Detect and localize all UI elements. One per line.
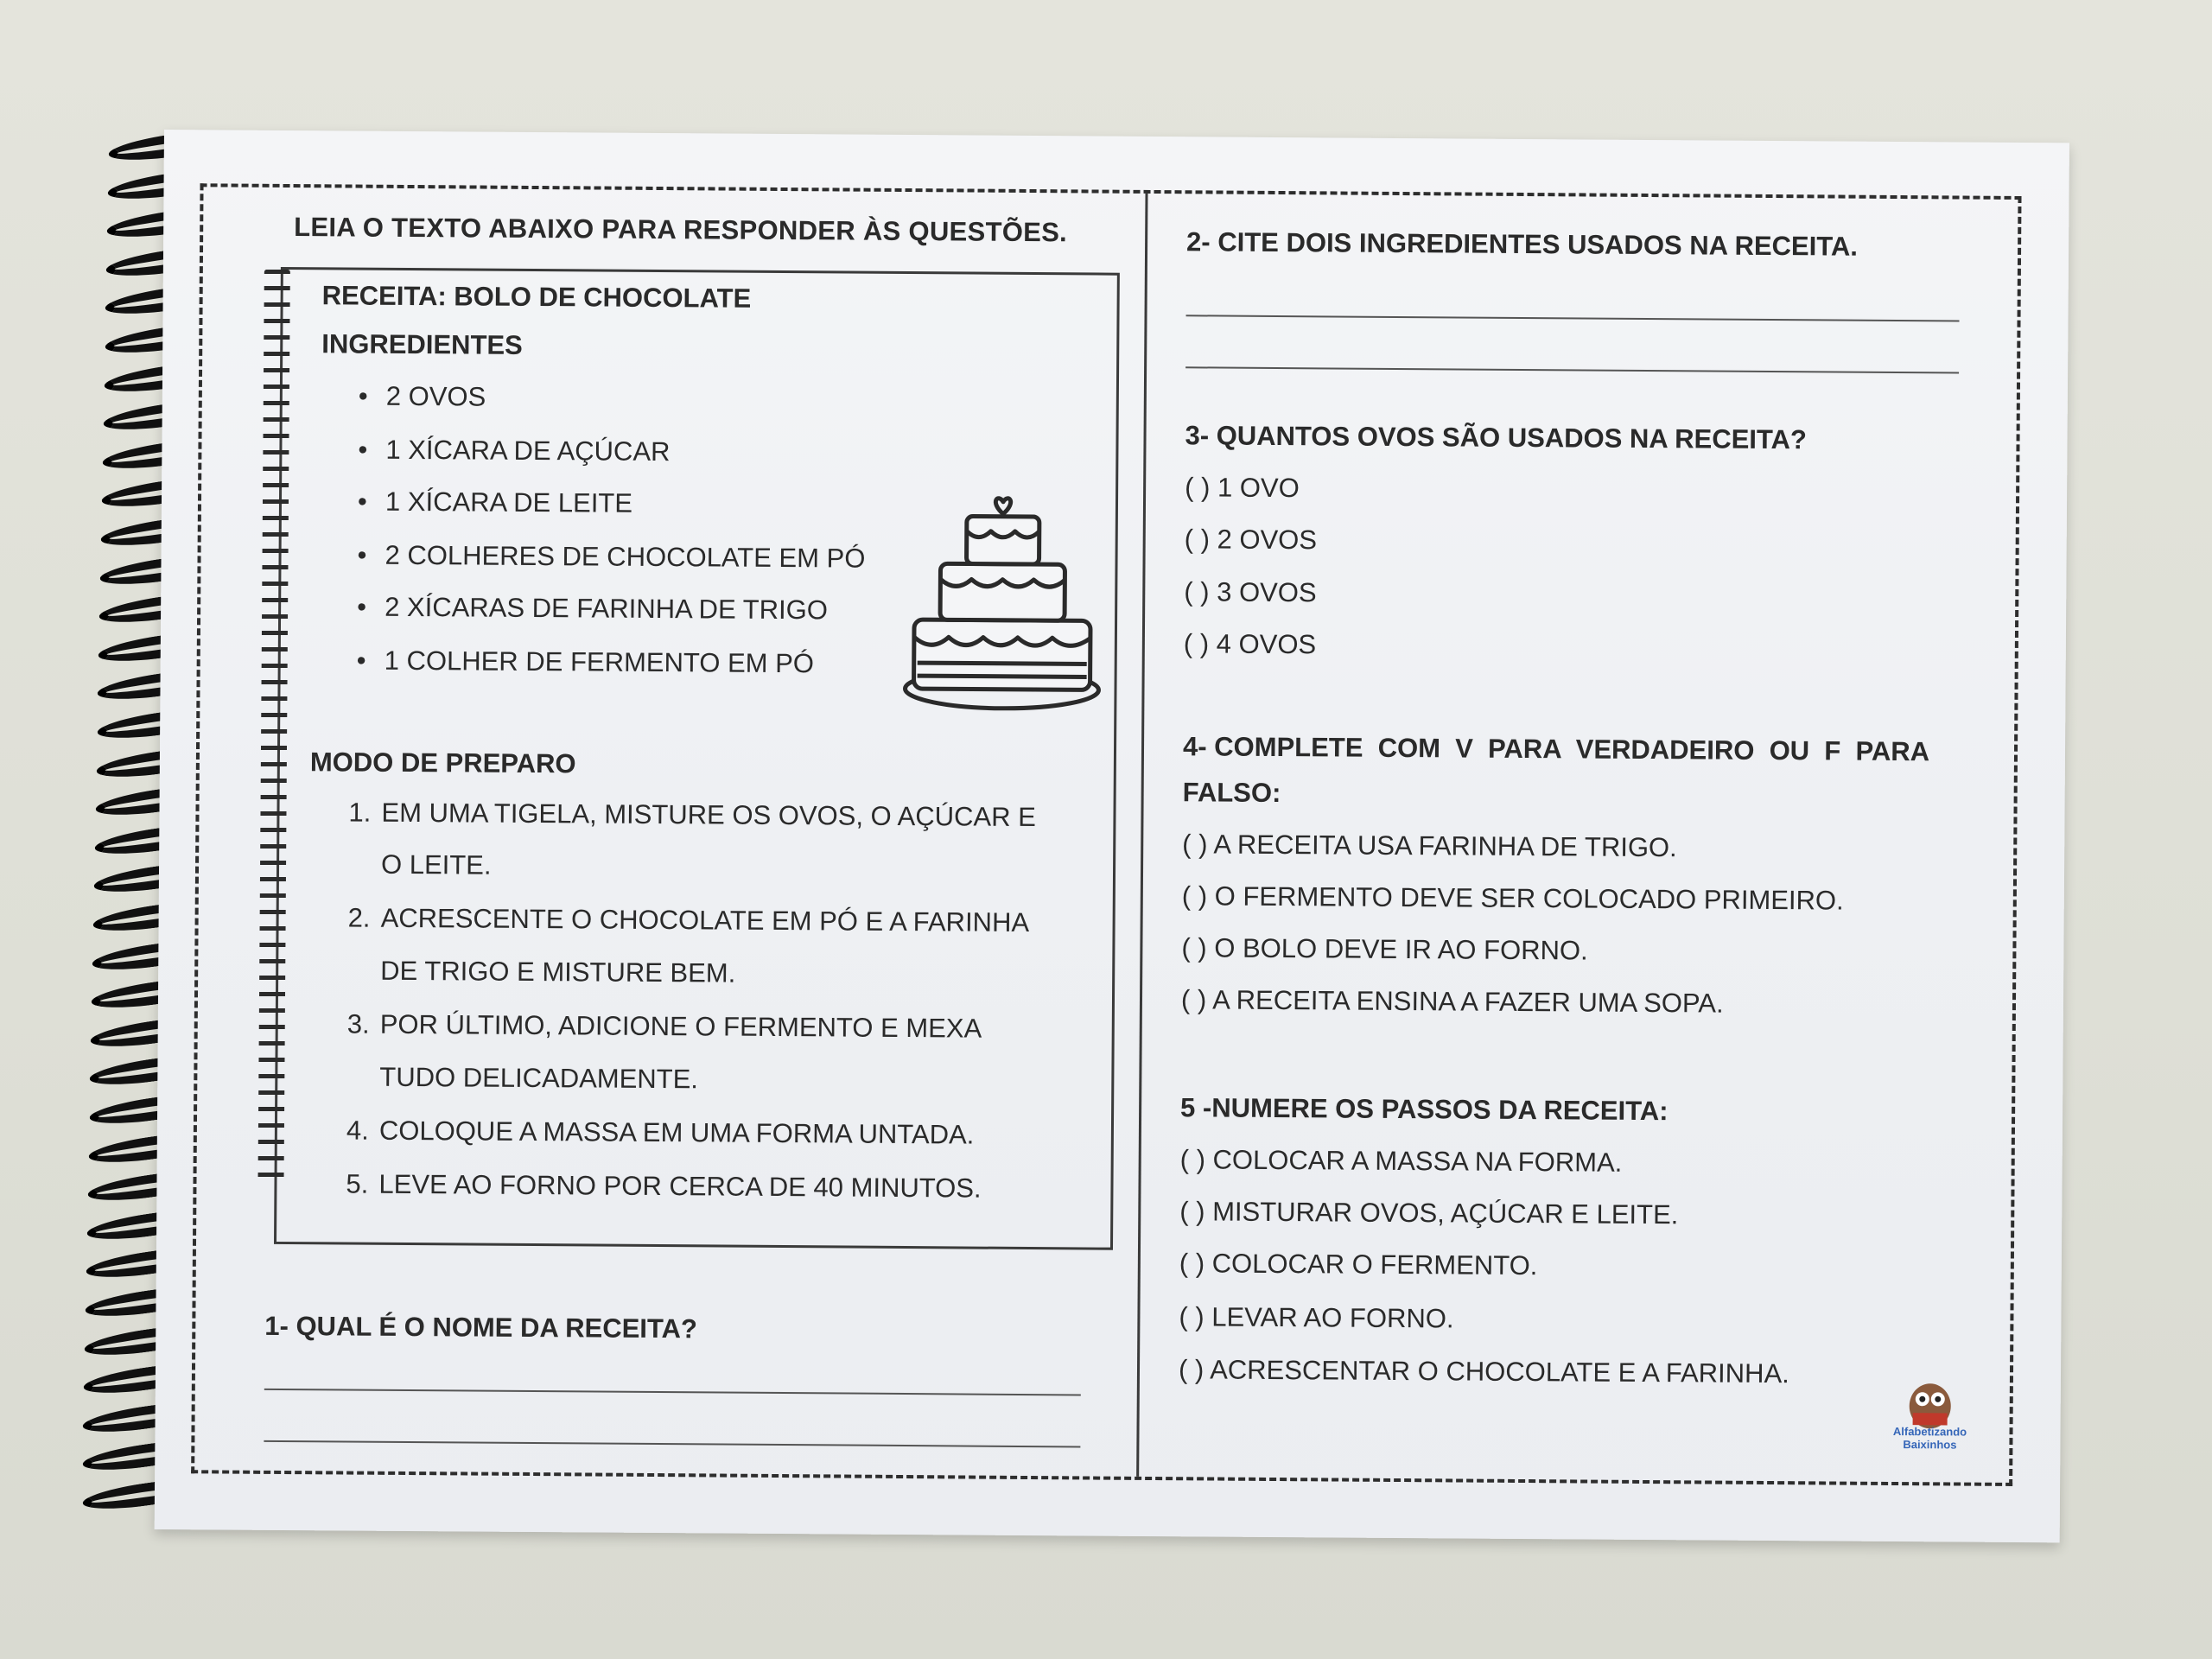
right-column	[1139, 194, 2016, 1483]
question-1: 1- QUAL É O NOME DA RECEITA?	[264, 1310, 698, 1344]
step-text: EM UMA TIGELA, MISTURE OS OVOS, O AÇÚCAR E	[381, 797, 1036, 833]
recipe-spiral-decoration	[257, 270, 289, 1185]
option-3a[interactable]: ( ) 1 OVO	[1185, 472, 1300, 504]
cake-icon	[898, 494, 1107, 716]
ingredient-item: • 1 COLHER DE FERMENTO EM PÓ	[385, 645, 814, 679]
step-text: LEVE AO FORNO POR CERCA DE 40 MINUTOS.	[378, 1168, 982, 1204]
option-5a[interactable]: ( ) COLOCAR A MASSA NA FORMA.	[1179, 1144, 1623, 1178]
option-4a[interactable]: ( ) A RECEITA USA FARINHA DE TRIGO.	[1182, 829, 1677, 863]
option-4b[interactable]: ( ) O FERMENTO DEVE SER COLOCADO PRIMEIRO.	[1181, 880, 1844, 916]
ingredient-item: • 2 XÍCARAS DE FARINHA DE TRIGO	[385, 592, 828, 626]
left-column	[194, 187, 1145, 1477]
ingredients-heading: INGREDIENTES	[321, 328, 523, 360]
option-5b[interactable]: ( ) MISTURAR OVOS, AÇÚCAR E LEITE.	[1179, 1196, 1679, 1230]
recipe-title: RECEITA: BOLO DE CHOCOLATE	[321, 280, 752, 314]
step-number: 2.	[347, 902, 371, 933]
question-3: 3- QUANTOS OVOS SÃO USADOS NA RECEITA?	[1185, 420, 1808, 455]
option-4c[interactable]: ( ) O BOLO DEVE IR AO FORNO.	[1181, 932, 1588, 966]
brand-logo	[1878, 1373, 1982, 1452]
ingredient-item: • 1 XÍCARA DE LEITE	[385, 486, 632, 519]
instruction-heading: LEIA O TEXTO ABAIXO PARA RESPONDER ÀS QUESTÕES.	[294, 212, 1068, 248]
step-number: 5.	[346, 1168, 369, 1199]
step-number: 4.	[346, 1115, 369, 1146]
answer-line[interactable]	[264, 1440, 1080, 1448]
option-5e[interactable]: ( ) ACRESCENTAR O CHOCOLATE E A FARINHA.	[1178, 1354, 1789, 1389]
step-text: POR ÚLTIMO, ADICIONE O FERMENTO E MEXA	[379, 1008, 982, 1044]
option-3c[interactable]: ( ) 3 OVOS	[1184, 576, 1317, 608]
ingredient-item: • 1 XÍCARA DE AÇÚCAR	[385, 435, 670, 467]
question-4-cont: FALSO:	[1182, 777, 1281, 809]
option-5d[interactable]: ( ) LEVAR AO FORNO.	[1179, 1301, 1454, 1334]
step-text: TUDO DELICADAMENTE.	[379, 1061, 699, 1095]
step-text: COLOQUE A MASSA EM UMA FORMA UNTADA.	[378, 1115, 975, 1150]
question-5: 5 -NUMERE OS PASSOS DA RECEITA:	[1180, 1092, 1669, 1127]
answer-line[interactable]	[264, 1389, 1081, 1396]
answer-line[interactable]	[1186, 315, 1960, 321]
step-number: 3.	[346, 1008, 370, 1039]
dashed-frame	[191, 183, 2021, 1486]
step-text: DE TRIGO E MISTURE BEM.	[380, 955, 736, 988]
recipe-box	[274, 267, 1120, 1250]
ingredient-item: • 2 COLHERES DE CHOCOLATE EM PÓ	[385, 540, 865, 575]
step-text: ACRESCENTE O CHOCOLATE EM PÓ E A FARINHA	[380, 902, 1030, 938]
option-3d[interactable]: ( ) 4 OVOS	[1183, 628, 1317, 660]
method-heading: MODO DE PREPARO	[309, 747, 576, 779]
option-3b[interactable]: ( ) 2 OVOS	[1184, 524, 1318, 556]
answer-line[interactable]	[1185, 366, 1959, 373]
ingredient-item: • 2 OVOS	[386, 381, 486, 413]
logo-text: Alfabetizando Baixinhos	[1892, 1425, 1967, 1452]
question-2: 2- CITE DOIS INGREDIENTES USADOS NA RECEITA.	[1186, 226, 1859, 262]
question-4: 4- COMPLETE COM V PARA VERDADEIRO OU F PARA	[1182, 731, 1930, 767]
option-4d[interactable]: ( ) A RECEITA ENSINA A FAZER UMA SOPA.	[1180, 984, 1724, 1019]
step-text: O LEITE.	[380, 849, 492, 880]
option-5c[interactable]: ( ) COLOCAR O FERMENTO.	[1179, 1248, 1538, 1281]
step-number: 1.	[348, 797, 372, 828]
notebook-page	[155, 130, 2069, 1542]
